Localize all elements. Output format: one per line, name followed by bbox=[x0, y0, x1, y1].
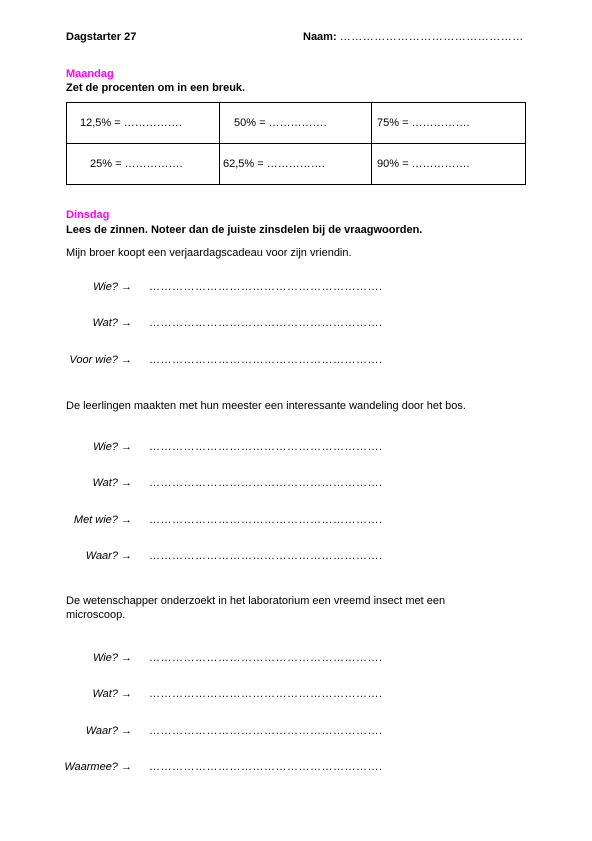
sentence-3-line-2: microscoop. bbox=[66, 609, 126, 621]
question-label: Waar? → bbox=[85, 725, 132, 737]
question-label: Wie? → bbox=[92, 281, 132, 293]
question-label: Waar? → bbox=[85, 550, 132, 562]
question-label: Wat? → bbox=[92, 477, 132, 489]
question-label: Wie? → bbox=[92, 652, 132, 664]
percent-table bbox=[66, 102, 526, 185]
name-label: Naam: bbox=[303, 31, 337, 43]
answer-line[interactable]: ……………………………………………………. bbox=[149, 514, 383, 526]
question-label: Wat? → bbox=[92, 317, 132, 329]
day-heading-dinsdag: Dinsdag bbox=[66, 209, 110, 221]
percent-cell[interactable]: 50% = ……………. bbox=[220, 103, 372, 144]
instruction-dinsdag: Lees de zinnen. Noteer dan de juiste zinsdelen bij de vraagwoorden. bbox=[66, 224, 423, 236]
question-label: Wie? → bbox=[92, 441, 132, 453]
question-label: Waarmee? → bbox=[64, 761, 132, 773]
answer-line[interactable]: ……………………………………………………. bbox=[149, 725, 383, 737]
sentence-1: Mijn broer koopt een verjaardagscadeau voor zijn vriendin. bbox=[66, 247, 352, 259]
name-dots: ………………………………………… bbox=[339, 31, 524, 43]
percent-cell[interactable]: 90% = ……………. bbox=[372, 144, 526, 185]
percent-cell[interactable]: 75% = ……………. bbox=[372, 103, 526, 144]
sentence-3-line-1: De wetenschapper onderzoekt in het laboratorium een vreemd insect met een bbox=[66, 595, 446, 607]
percent-cell[interactable]: 62,5% = ……………. bbox=[220, 144, 372, 185]
answer-line[interactable]: ……………………………………………………. bbox=[149, 281, 383, 293]
sentence-2: De leerlingen maakten met hun meester een interessante wandeling door het bos. bbox=[66, 400, 466, 412]
name-field[interactable] bbox=[303, 31, 524, 43]
answer-line[interactable]: ……………………………………………………. bbox=[149, 688, 383, 700]
answer-line[interactable]: ……………………………………………………. bbox=[149, 317, 383, 329]
answer-line[interactable]: ……………………………………………………. bbox=[149, 354, 383, 366]
answer-line[interactable]: ……………………………………………………. bbox=[149, 550, 383, 562]
question-label: Voor wie? → bbox=[69, 354, 132, 366]
table-row bbox=[67, 103, 526, 144]
question-label: Met wie? → bbox=[73, 514, 132, 526]
instruction-maandag: Zet de procenten om in een breuk. bbox=[66, 82, 246, 94]
answer-line[interactable]: ……………………………………………………. bbox=[149, 441, 383, 453]
answer-line[interactable]: ……………………………………………………. bbox=[149, 761, 383, 773]
percent-cell[interactable]: 12,5% = ……………. bbox=[67, 103, 220, 144]
answer-line[interactable]: ……………………………………………………. bbox=[149, 652, 383, 664]
worksheet-title: Dagstarter 27 bbox=[66, 31, 137, 43]
day-heading-maandag: Maandag bbox=[66, 68, 114, 80]
question-label: Wat? → bbox=[92, 688, 132, 700]
percent-cell[interactable]: 25% = ……………. bbox=[67, 144, 220, 185]
table-row bbox=[67, 144, 526, 185]
answer-line[interactable]: ……………………………………………………. bbox=[149, 477, 383, 489]
